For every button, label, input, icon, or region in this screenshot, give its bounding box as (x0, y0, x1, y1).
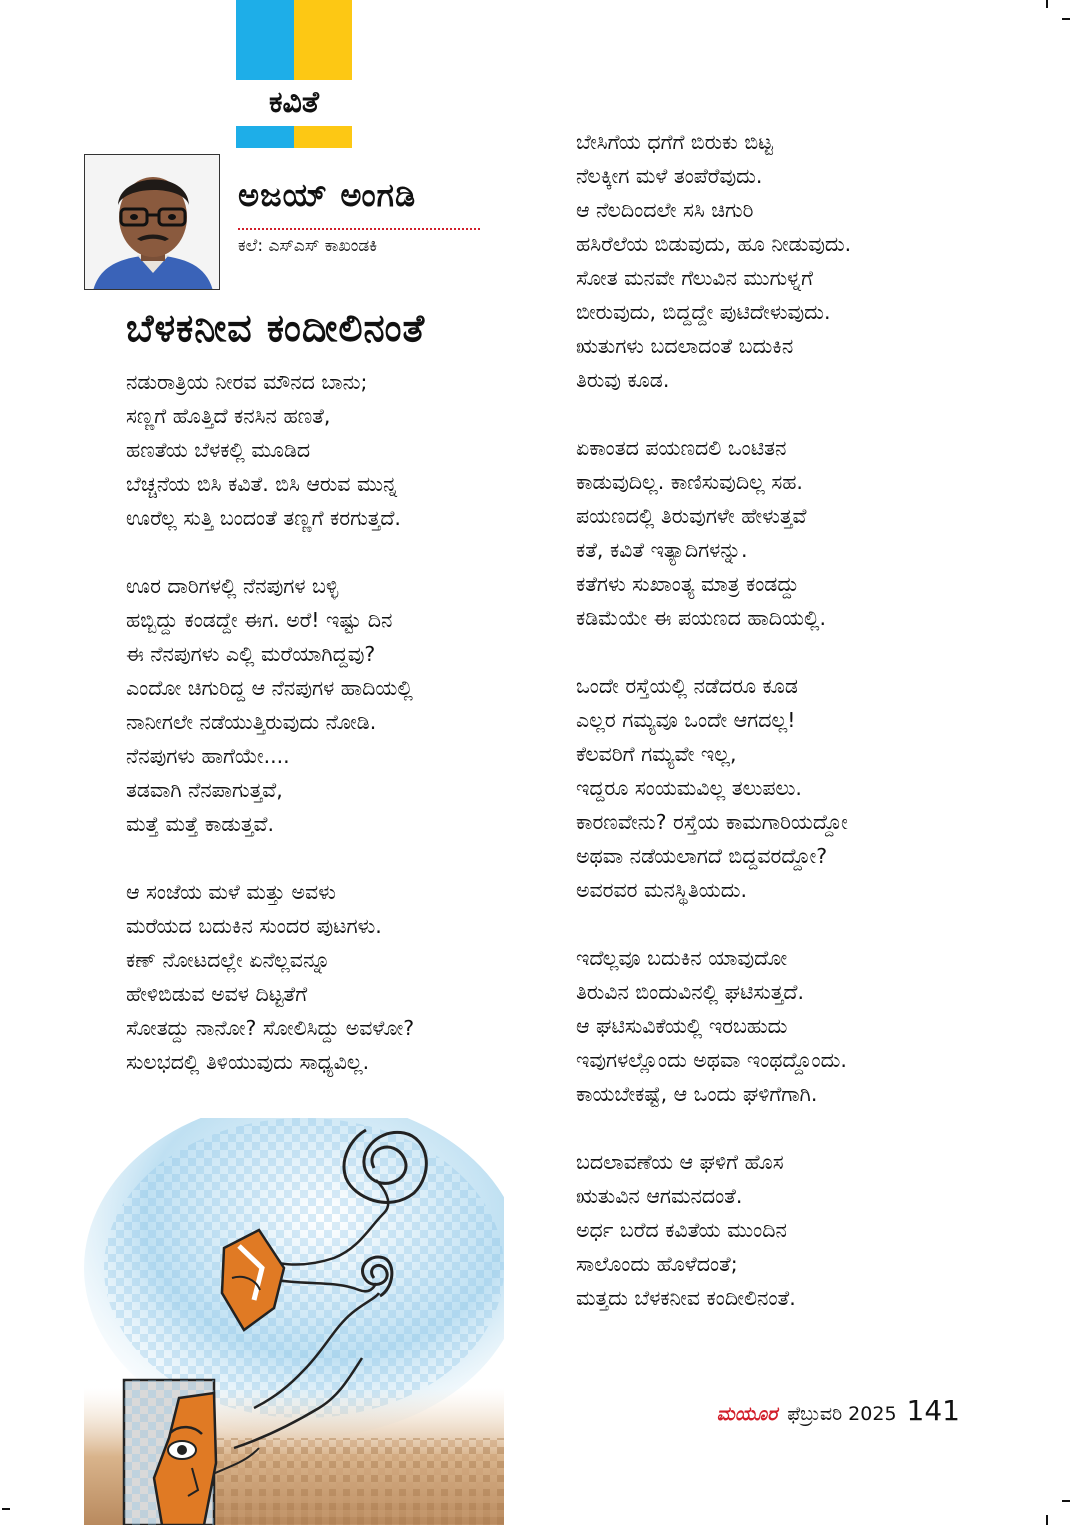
crop-mark (1062, 1500, 1070, 1502)
accent-strip-blue (236, 126, 294, 148)
poem-line: ಬೆಚ್ಚನೆಯ ಬಿಸಿ ಕವಿತೆ. ಬಿಸಿ ಆರುವ ಮುನ್ನ (126, 472, 398, 496)
poem-line: ಎಂದೋ ಚಿಗುರಿದ್ದ ಆ ನೆನಪುಗಳ ಹಾದಿಯಲ್ಲಿ (126, 676, 413, 700)
poem-line: ಬೇಸಿಗೆಯ ಧಗೆಗೆ ಬಿರುಕು ಬಿಟ್ಟ (576, 130, 773, 154)
poem-line: ಊರ ದಾರಿಗಳಲ್ಲಿ ನೆನಪುಗಳ ಬಳ್ಳಿ (126, 574, 339, 598)
crop-mark (1046, 0, 1048, 8)
stanza (126, 569, 414, 841)
poem-line: ಮತ್ತೆ ಮತ್ತೆ ಕಾಡುತ್ತವೆ. (126, 812, 275, 836)
stanza (576, 1145, 851, 1315)
poem-line: ಸೋತದ್ದು ನಾನೋ? ಸೋಲಿಸಿದ್ದು ಅವಳೋ? (126, 1016, 415, 1040)
abstract-artwork (84, 1118, 504, 1525)
poem-line: ಸಾಲೊಂದು ಹೊಳೆದಂತೆ; (576, 1252, 738, 1276)
poem-line: ಬದಲಾವಣೆಯ ಆ ಘಳಿಗೆ ಹೊಸ (576, 1150, 784, 1174)
poem-line: ಮತ್ತದು ಬೆಳಕನೀವ ಕಂದೀಲಿನಂತೆ. (576, 1286, 796, 1310)
dotted-divider (238, 228, 480, 230)
poem-line: ಕತೆ, ಕವಿತೆ ಇತ್ಯಾದಿಗಳನ್ನು. (576, 538, 748, 562)
poem-line: ಇದೆಲ್ಲವೂ ಬದುಕಿನ ಯಾವುದೋ (576, 946, 788, 970)
poem-line: ಅರ್ಧ ಬರೆದ ಕವಿತೆಯ ಮುಂದಿನ (576, 1218, 787, 1242)
poem-line: ಇದ್ದರೂ ಸಂಯಮವಿಲ್ಲ ತಲುಪಲು. (576, 776, 802, 800)
poem-line: ಹೇಳಿಬಿಡುವ ಅವಳ ದಿಟ್ಟತೆಗೆ (126, 982, 308, 1006)
poem-line: ಕಣ್ ನೋಟದಲ್ಲೇ ಏನೆಲ್ಲವನ್ನೂ (126, 948, 331, 972)
poem-line: ಏಕಾಂತದ ಪಯಣದಲಿ ಒಂಟಿತನ (576, 436, 787, 460)
poem-line: ಹಬ್ಬಿದ್ದು ಕಂಡದ್ದೇ ಈಗ. ಅರೆ! ಇಷ್ಟು ದಿನ (126, 608, 393, 632)
poem-line: ಸೋತ ಮನವೇ ಗೆಲುವಿನ ಮುಗುಳ್ನಗೆ (576, 266, 813, 290)
poem-line: ತಿರುವಿನ ಬಿಂದುವಿನಲ್ಲಿ ಘಟಿಸುತ್ತದೆ. (576, 980, 804, 1004)
poem-title: ಬೆಳಕನೀವ ಕಂದೀಲಿನಂತೆ (126, 306, 426, 350)
poem-line: ಕಾರಣವೇನು? ರಸ್ತೆಯ ಕಾಮಗಾರಿಯದ್ದೋ (576, 810, 848, 834)
stanza (576, 431, 851, 635)
poem-line: ಕಾಡುವುದಿಲ್ಲ. ಕಾಣಿಸುವುದಿಲ್ಲ ಸಹ. (576, 470, 803, 494)
crop-mark (2, 1508, 10, 1510)
stanza (576, 125, 851, 397)
poem-illustration (84, 1118, 504, 1525)
accent-block-blue (236, 0, 294, 80)
poem-line: ಒಂದೇ ರಸ್ತೆಯಲ್ಲಿ ನಡೆದರೂ ಕೂಡ (576, 674, 798, 698)
poem-line: ಕೆಲವರಿಗೆ ಗಮ್ಯವೇ ಇಲ್ಲ, (576, 742, 737, 766)
poem-line: ಆ ನೆಲದಿಂದಲೇ ಸಸಿ ಚಿಗುರಿ (576, 198, 754, 222)
poem-line: ಈ ನೆನಪುಗಳು ಎಲ್ಲಿ ಮರೆಯಾಗಿದ್ದವು? (126, 642, 376, 666)
poem-line: ಋತುವಿನ ಆಗಮನದಂತೆ. (576, 1184, 743, 1208)
poem-line: ಬೀರುವುದು, ಬಿದ್ದದ್ದೇ ಪುಟಿದೇಳುವುದು. (576, 300, 831, 324)
page-number: 141 (906, 1394, 960, 1427)
portrait-image (85, 155, 220, 290)
author-photo (84, 154, 220, 290)
poem-line: ನೆನಪುಗಳು ಹಾಗೆಯೇ.... (126, 744, 290, 768)
magazine-brand: ಮಯೂರ (716, 1403, 778, 1425)
poem-line: ಆ ಸಂಜೆಯ ಮಳೆ ಮತ್ತು ಅವಳು (126, 880, 336, 904)
poem-line: ನಡುರಾತ್ರಿಯ ನೀರವ ಮೌನದ ಬಾನು; (126, 370, 368, 394)
stanza (576, 941, 851, 1111)
poem-line: ಇವುಗಳಲ್ಲೊಂದು ಅಥವಾ ಇಂಥದ್ದೊಂದು. (576, 1048, 847, 1072)
page-footer (717, 1394, 960, 1427)
poem-line: ಹಸಿರೆಲೆಯ ಬಿಡುವುದು, ಹೂ ನೀಡುವುದು. (576, 232, 852, 256)
poem-line: ನಾನೀಗಲೇ ನಡೆಯುತ್ತಿರುವುದು ನೋಡಿ. (126, 710, 377, 734)
poem-line: ಹಣತೆಯ ಬೆಳಕಲ್ಲಿ ಮೂಡಿದ (126, 438, 311, 462)
section-tag (236, 0, 352, 148)
poem-line: ಕತೆಗಳು ಸುಖಾಂತ್ಯ ಮಾತ್ರ ಕಂಡದ್ದು (576, 572, 799, 596)
poem-line: ಕಾಯಬೇಕಷ್ಟೆ, ಆ ಒಂದು ಘಳಿಗೆಗಾಗಿ. (576, 1082, 818, 1106)
stanza (576, 669, 851, 907)
author-name: ಅಜಯ್ ಅಂಗಡಿ (238, 176, 417, 214)
poem-line: ಸಣ್ಣಗೆ ಹೊತ್ತಿದೆ ಕನಸಿನ ಹಣತೆ, (126, 404, 331, 428)
poem-line: ನೆಲಕ್ಕೀಗ ಮಳೆ ತಂಪೆರೆವುದು. (576, 164, 763, 188)
poem-line: ಆ ಘಟಿಸುವಿಕೆಯಲ್ಲಿ ಇರಬಹುದು (576, 1014, 788, 1038)
poem-line: ಪಯಣದಲ್ಲಿ ತಿರುವುಗಳೇ ಹೇಳುತ್ತವೆ (576, 504, 807, 528)
art-credit: ಕಲೆ: ಎಸ್‌ಎಸ್ ಕಾಖಂಡಕಿ (238, 236, 378, 256)
poem-line: ತಿರುವು ಕೂಡ. (576, 368, 670, 392)
stanza (126, 875, 414, 1079)
poem-line: ಅಥವಾ ನಡೆಯಲಾಗದೆ ಬಿದ್ದವರದ್ದೋ? (576, 844, 828, 868)
poem-line: ಋತುಗಳು ಬದಲಾದಂತೆ ಬದುಕಿನ (576, 334, 794, 358)
poem-line: ಊರೆಲ್ಲ ಸುತ್ತಿ ಬಂದಂತೆ ತಣ್ಣಗೆ ಕರಗುತ್ತದೆ. (126, 506, 401, 530)
poem-line: ಎಲ್ಲರ ಗಮ್ಯವೂ ಒಂದೇ ಆಗದಲ್ಲ! (576, 708, 796, 732)
poem-column-right (576, 125, 851, 1349)
poem-line: ತಡವಾಗಿ ನೆನಪಾಗುತ್ತವೆ, (126, 778, 283, 802)
accent-strip-yellow (294, 126, 352, 148)
issue-date: ಫೆಬ್ರುವರಿ 2025 (787, 1403, 897, 1425)
stanza (126, 365, 414, 535)
section-label: ಕವಿತೆ (269, 85, 319, 120)
accent-block-yellow (294, 0, 352, 80)
poem-line: ಕಡಿಮೆಯೇ ಈ ಪಯಣದ ಹಾದಿಯಲ್ಲಿ. (576, 606, 827, 630)
poem-line: ಮರೆಯದ ಬದುಕಿನ ಸುಂದರ ಪುಟಗಳು. (126, 914, 382, 938)
crop-mark (1046, 1515, 1048, 1525)
poem-column-left (126, 365, 414, 1113)
crop-mark (1062, 18, 1070, 20)
poem-line: ಸುಲಭದಲ್ಲಿ ತಿಳಿಯುವುದು ಸಾಧ್ಯವಿಲ್ಲ. (126, 1050, 370, 1074)
poem-line: ಅವರವರ ಮನಸ್ಥಿತಿಯದು. (576, 878, 747, 902)
